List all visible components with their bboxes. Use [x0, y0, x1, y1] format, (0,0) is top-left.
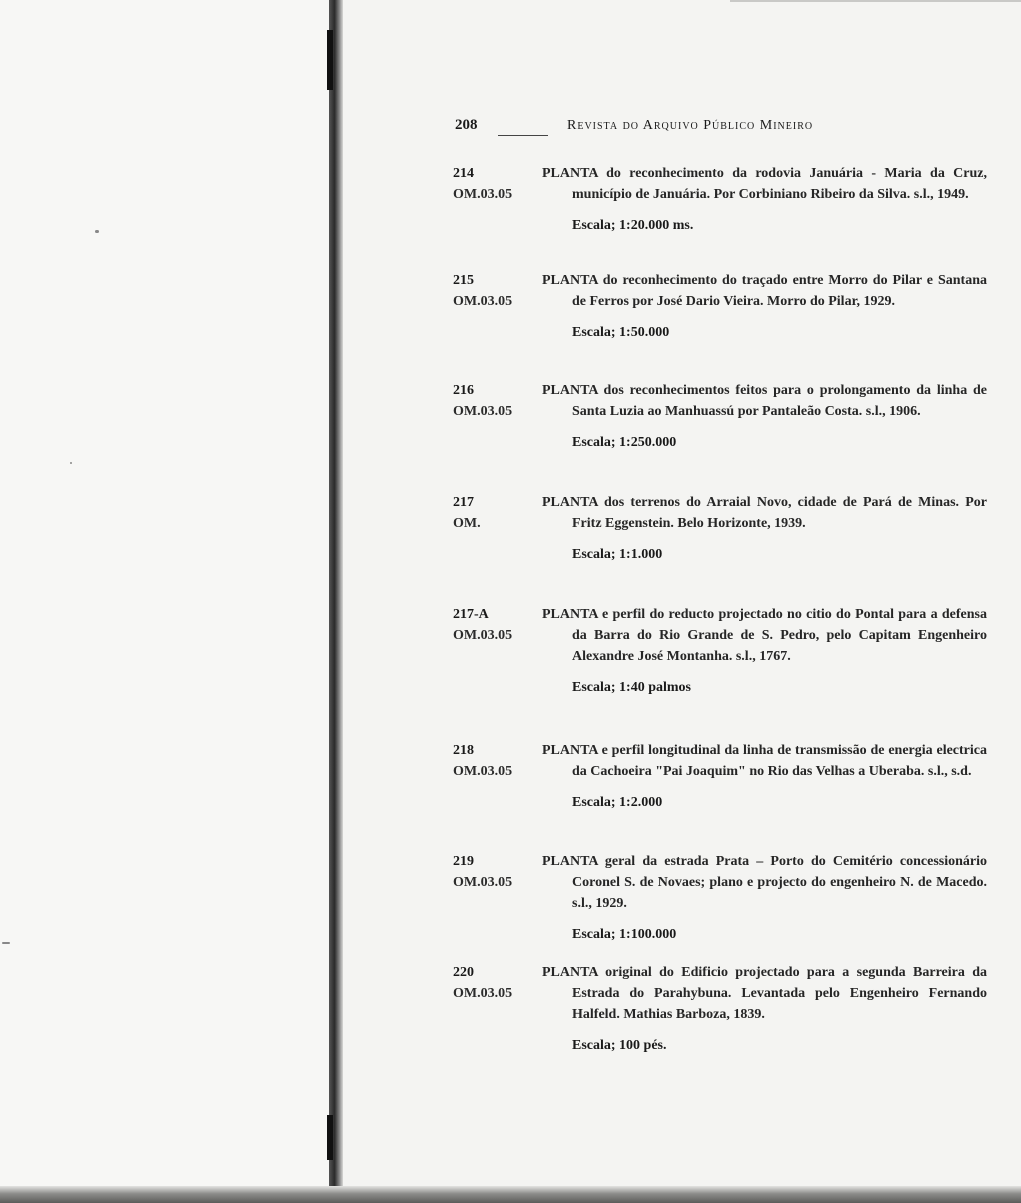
entry-code: OM.03.05: [453, 628, 513, 643]
entry-scale: Escala; 1:250.000: [572, 435, 677, 450]
entry-description: PLANTA geral da estrada Prata – Porto do Cemitério concessionário Coronel S. de Novaes; plano e projecto do engenheiro N. de Macedo. s.l., 1929.: [542, 854, 987, 911]
paper-speck: [70, 462, 72, 464]
entry-description: PLANTA e perfil longitudinal da linha de transmissão de energia electrica da Cachoeira "Pai Joaquim" no Rio das Velhas a Uberaba. s.l., s.d.: [542, 743, 987, 779]
entry-number: 217: [453, 495, 474, 510]
entry-number: 220: [453, 965, 474, 980]
catalog-entry: [453, 604, 987, 698]
entry-scale: Escala; 1:100.000: [572, 927, 677, 942]
page-top-edge: [730, 0, 1021, 2]
entry-code: OM.03.05: [453, 294, 513, 309]
entry-code: OM.03.05: [453, 187, 513, 202]
catalog-entry: [453, 163, 987, 236]
page-bottom-edge: [0, 1186, 1021, 1203]
entry-code: OM.03.05: [453, 875, 513, 890]
catalog-entry: [453, 492, 987, 565]
page-number: 208: [455, 117, 478, 133]
entry-number: 216: [453, 383, 474, 398]
entry-code: OM.03.05: [453, 986, 513, 1001]
entry-description: PLANTA dos terrenos do Arraial Novo, cidade de Pará de Minas. Por Fritz Eggenstein. Belo Horizonte, 1939.: [542, 495, 987, 531]
entry-description: PLANTA original do Edificio projectado para a segunda Barreira da Estrada do Parahybuna. Levantada pelo Engenheiro Fernando Halfeld. Mathias Barboza, 1839.: [542, 965, 987, 1022]
running-title: Revista do Arquivo Público Mineiro: [567, 118, 814, 133]
entry-scale: Escala; 1:40 palmos: [572, 680, 691, 695]
catalog-entry: [453, 740, 987, 813]
book-spine: [329, 0, 343, 1190]
entry-code: OM.: [453, 516, 481, 531]
catalog-entry: [453, 380, 987, 453]
entry-scale: Escala; 100 pés.: [572, 1038, 667, 1053]
entry-description: PLANTA do reconhecimento da rodovia Januária - Maria da Cruz, município de Januária. Por Corbiniano Ribeiro da Silva. s.l., 1949.: [542, 166, 987, 202]
entry-scale: Escala; 1:50.000: [572, 325, 670, 340]
entry-description: PLANTA e perfil do reducto projectado no citio do Pontal para a defensa da Barra do Rio Grande de S. Pedro, pelo Capitam Engenheiro Alexandre José Montanha. s.l., 1767.: [542, 607, 987, 664]
paper-speck: [2, 942, 10, 944]
entry-description: PLANTA dos reconhecimentos feitos para o prolongamento da linha de Santa Luzia ao Manhuassú por Pantaleão Costa. s.l., 1906.: [542, 383, 987, 419]
entry-number: 214: [453, 166, 474, 181]
spine-shadow: [327, 1115, 333, 1160]
header-rule: [498, 135, 548, 136]
catalog-entry: [453, 270, 987, 343]
left-page-margin: [0, 0, 330, 1203]
entry-number: 219: [453, 854, 474, 869]
page-header: [455, 117, 987, 139]
catalog-entry: [453, 962, 987, 1056]
entry-scale: Escala; 1:20.000 ms.: [572, 218, 694, 233]
entry-description: PLANTA do reconhecimento do traçado entre Morro do Pilar e Santana de Ferros por José Dario Vieira. Morro do Pilar, 1929.: [542, 273, 987, 309]
entry-code: OM.03.05: [453, 404, 513, 419]
paper-speck: [95, 230, 99, 233]
entry-number: 218: [453, 743, 474, 758]
entry-scale: Escala; 1:1.000: [572, 547, 663, 562]
entry-number: 215: [453, 273, 474, 288]
catalog-entry: [453, 851, 987, 945]
entry-scale: Escala; 1:2.000: [572, 795, 663, 810]
spine-shadow: [327, 30, 333, 90]
entry-number: 217-A: [453, 607, 489, 622]
entry-code: OM.03.05: [453, 764, 513, 779]
